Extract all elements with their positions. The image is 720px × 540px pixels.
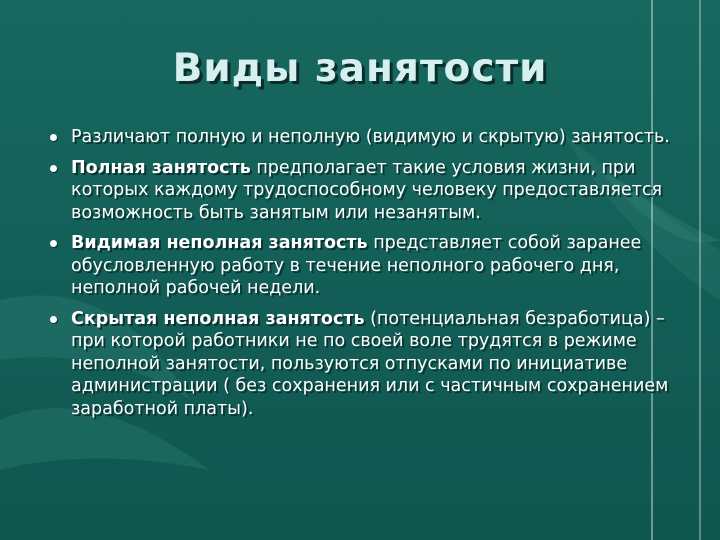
bullet-bold-text: Скрытая неполная занятость [71, 308, 365, 329]
bullet-item [50, 126, 670, 149]
bullet-item [50, 308, 670, 421]
bullet-text: представляет собой заранее обусловленную работу в течение неполного рабочего дня, неполной рабочей недели. [71, 233, 642, 298]
bullet-dot-icon [50, 165, 57, 172]
bullet-item [50, 232, 670, 300]
bullet-list [50, 126, 670, 428]
bullet-dot-icon [50, 240, 57, 247]
bullet-text: (потенциальная безработица) –при которой работники не по своей воле трудятся в режиме неполной занятости, пользуются отпусками по инициативе администрации ( без сохранения или с частичным сохранением заработной платы). [71, 308, 669, 419]
bullet-item [50, 157, 670, 225]
bullet-bold-text: Видимая неполная занятость [71, 233, 368, 253]
bullet-dot-icon [50, 316, 57, 323]
bullet-text: Различают полную и неполную (видимую и скрытую) занятость. [71, 127, 670, 147]
bullet-text: предполагает такие условия жизни, при которых каждому трудоспособному человеку предоставляется возможность быть занятым или незанятым. [71, 157, 663, 223]
bullet-dot-icon [50, 134, 57, 141]
slide-title: Виды занятости [172, 46, 548, 91]
bullet-bold-text: Полная занятость [71, 157, 251, 178]
